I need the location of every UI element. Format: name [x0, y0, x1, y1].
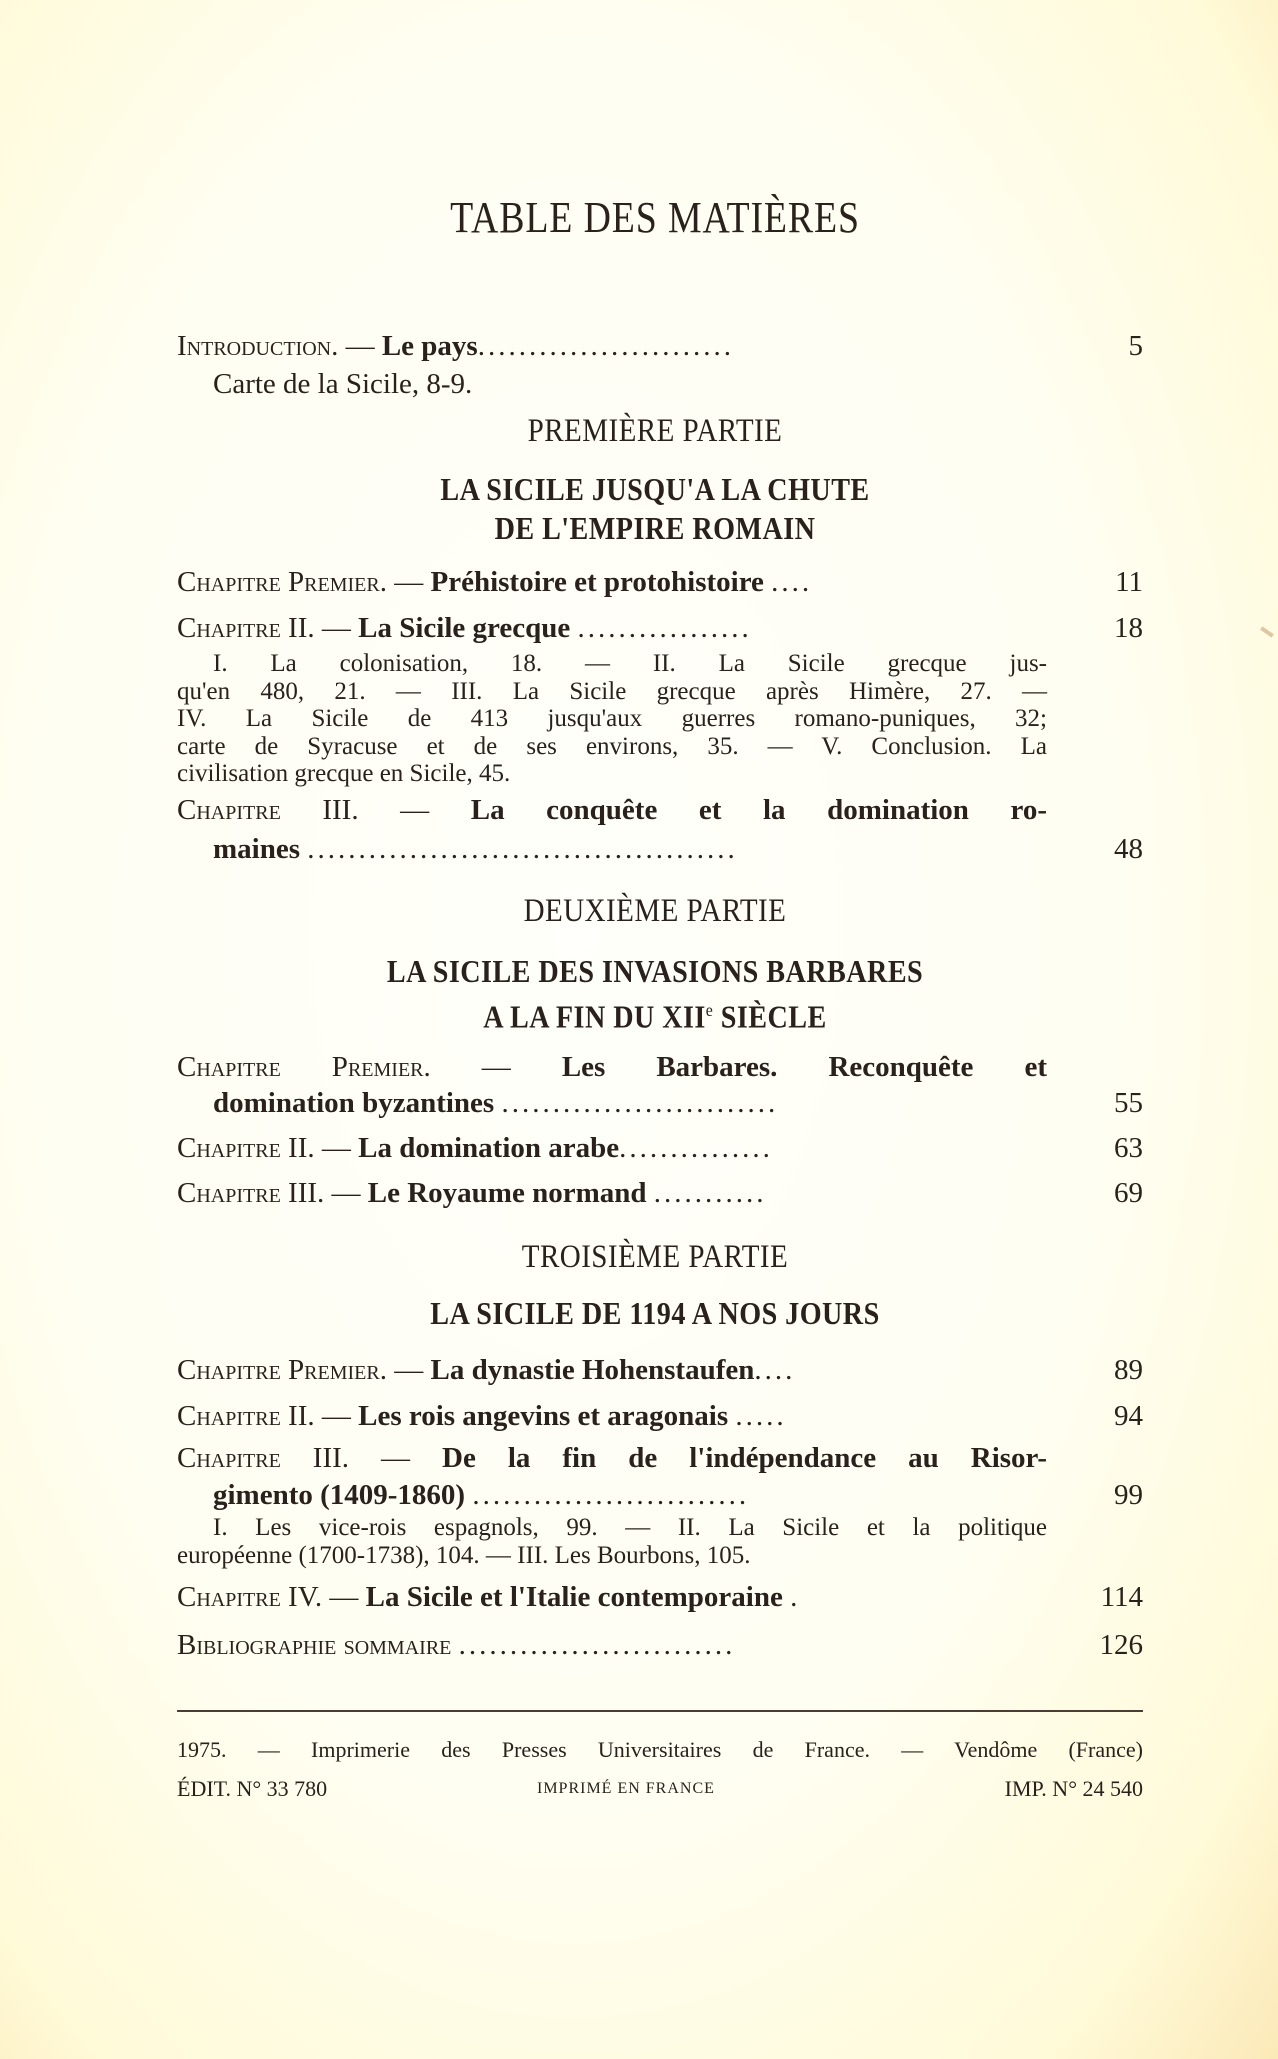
printed-in-label: IMPRIMÉ EN FRANCE [537, 1780, 715, 1797]
entry-title: Le pays [381, 330, 478, 362]
summary-line: qu'en 480, 21. — III. La Sicile grecque après Himère, 27. — [177, 677, 1047, 705]
entry-label: Chapitre III. [177, 794, 359, 826]
page-number: 63 [1114, 1132, 1143, 1164]
entry-dash: — [394, 566, 424, 598]
section-heading-3: LA SICILE DE 1194 A NOS JOURS [430, 1295, 880, 1331]
toc-entry-p1-ch3-line-2[interactable] [177, 829, 1143, 869]
summary-line: civilisation grecque en Sicile, 45. [177, 760, 511, 787]
entry-dash: — [331, 1177, 361, 1209]
entry-title-continued: domination byzantines [213, 1087, 495, 1119]
entry-label: Introduction. [177, 330, 339, 362]
entry-label: Chapitre Premier. [177, 1354, 387, 1386]
entry-title-continued: maines [213, 833, 300, 865]
part-heading-1: PREMIÈRE PARTIE [527, 413, 783, 449]
toc-entry-p3-ch3-line-1[interactable] [177, 1438, 1047, 1478]
entry-label: Chapitre Premier. [177, 1051, 431, 1083]
entry-title: La Sicile grecque [358, 612, 571, 644]
entry-title: La domination arabe [358, 1132, 620, 1164]
page-number: 89 [1114, 1354, 1143, 1386]
entry-dash: — [381, 1442, 411, 1474]
section-heading-2-line-1: LA SICILE DES INVASIONS BARBARES [386, 953, 924, 989]
leader-dots: ............... [619, 1132, 773, 1164]
toc-entry-p2-ch1-line-2[interactable] [177, 1083, 1143, 1123]
page-number: 99 [1114, 1479, 1143, 1511]
page-number: 69 [1114, 1177, 1143, 1209]
entry-label: Chapitre II. [177, 1132, 315, 1164]
entry-title: De la fin de l'indépendance au Risor- [442, 1442, 1048, 1474]
entry-label: Chapitre Premier. [177, 566, 387, 598]
page-number: 126 [1099, 1629, 1143, 1661]
entry-dash: — [321, 612, 351, 644]
leader-dots: ..... [735, 1400, 787, 1432]
summary-line: I. La colonisation, 18. — II. La Sicile grecque jus- [213, 650, 1047, 677]
page-number: 11 [1115, 566, 1143, 598]
edition-number: ÉDIT. N° 33 780 [177, 1776, 328, 1801]
entry-dash: — [394, 1354, 424, 1386]
toc-entry-p1-ch1[interactable] [177, 562, 1143, 602]
toc-entry-p2-ch3[interactable] [177, 1173, 1143, 1213]
toc-entry-p2-ch1-line-1[interactable] [177, 1047, 1047, 1087]
entry-title: La Sicile et l'Italie contemporaine [365, 1581, 783, 1613]
entry-dash: — [321, 1400, 351, 1432]
entry-dash: — [329, 1581, 359, 1613]
entry-title: La conquête et la domination ro- [470, 794, 1048, 826]
page-number: 94 [1114, 1400, 1143, 1432]
toc-entry-p1-ch3-line-1[interactable] [177, 790, 1047, 830]
toc-entry-p3-ch1[interactable] [177, 1350, 1143, 1390]
summary-line: IV. La Sicile de 413 jusqu'aux guerres romano-puniques, 32; [177, 705, 1047, 732]
toc-entry-bibliography[interactable] [177, 1625, 1143, 1665]
chapter-summary-p3-ch3 [177, 1514, 1047, 1569]
entry-label: Chapitre II. [177, 612, 315, 644]
leader-dots: ......................... [477, 330, 734, 362]
colophon-line-1: 1975. — Imprimerie des Presses Universitaires de France. — Vendôme (France) [177, 1737, 1143, 1762]
part-heading-3: TROISIÈME PARTIE [521, 1239, 789, 1275]
toc-entry-p3-ch3-line-2[interactable] [177, 1475, 1143, 1515]
entry-title: Les Barbares. Reconquête et [561, 1051, 1047, 1083]
entry-label: Bibliographie sommaire [177, 1629, 452, 1661]
leader-dots: .... [754, 1354, 796, 1386]
entry-label: Chapitre III. [177, 1442, 350, 1474]
footer-rule [177, 1710, 1143, 1712]
leader-dots: .......................................... [307, 833, 738, 865]
page-number: 55 [1114, 1087, 1143, 1119]
entry-title: La dynastie Hohenstaufen [430, 1354, 755, 1386]
entry-dash: — [345, 330, 375, 362]
note-text: Carte de la Sicile, 8-9. [213, 368, 473, 400]
toc-entry-p3-ch2[interactable] [177, 1396, 1143, 1436]
entry-label: Chapitre III. [177, 1177, 325, 1209]
toc-entry-p2-ch2[interactable] [177, 1128, 1143, 1168]
entry-label: Chapitre II. [177, 1400, 315, 1432]
entry-dash: — [481, 1051, 511, 1083]
page-edge-mark [1260, 626, 1274, 637]
section-heading-2-line-2: A LA FIN DU XIIe SIÈCLE [483, 998, 827, 1035]
toc-entry-p3-ch4[interactable] [177, 1577, 1143, 1617]
page-title: TABLE DES MATIÈRES [450, 193, 860, 242]
summary-line: européenne (1700-1738), 104. — III. Les Bourbons, 105. [177, 1541, 751, 1569]
summary-line: I. Les vice-rois espagnols, 99. — II. La Sicile et la politique [213, 1514, 1047, 1541]
section-heading-1-line-1: LA SICILE JUSQU'A LA CHUTE [440, 471, 870, 507]
toc-entry-p1-ch2[interactable] [177, 608, 1143, 648]
page-number: 5 [1128, 330, 1143, 362]
colophon-line-2 [177, 1774, 1143, 1804]
leader-dots: ........................... [458, 1629, 736, 1661]
page-number: 48 [1114, 833, 1143, 865]
summary-line: carte de Syracuse et de ses environs, 35. — V. Conclusion. La [177, 732, 1047, 760]
leader-dots: ........... [653, 1177, 767, 1209]
part-heading-2: DEUXIÈME PARTIE [523, 893, 787, 929]
entry-label: Chapitre IV. [177, 1581, 323, 1613]
toc-note-map [177, 364, 1143, 404]
entry-dash: — [321, 1132, 351, 1164]
leader-dots: ........................... [472, 1479, 750, 1511]
page-number: 114 [1100, 1581, 1143, 1613]
leader-dots: ................. [577, 612, 752, 644]
leader-dots: ........................... [501, 1087, 779, 1119]
entry-title-continued: gimento (1409-1860) [213, 1479, 466, 1511]
leader-dots: . [790, 1581, 801, 1613]
section-heading-1-line-2: DE L'EMPIRE ROMAIN [494, 510, 816, 546]
leader-dots: .... [771, 566, 813, 598]
page-number: 18 [1114, 612, 1143, 644]
chapter-summary-p1-ch2 [177, 650, 1047, 788]
entry-title: Le Royaume normand [367, 1177, 647, 1209]
toc-entry-introduction[interactable] [177, 326, 1143, 366]
imprint-number: IMP. N° 24 540 [1004, 1776, 1143, 1801]
entry-title: Préhistoire et protohistoire [430, 566, 764, 598]
entry-dash: — [400, 794, 430, 826]
entry-title: Les rois angevins et aragonais [358, 1400, 729, 1432]
